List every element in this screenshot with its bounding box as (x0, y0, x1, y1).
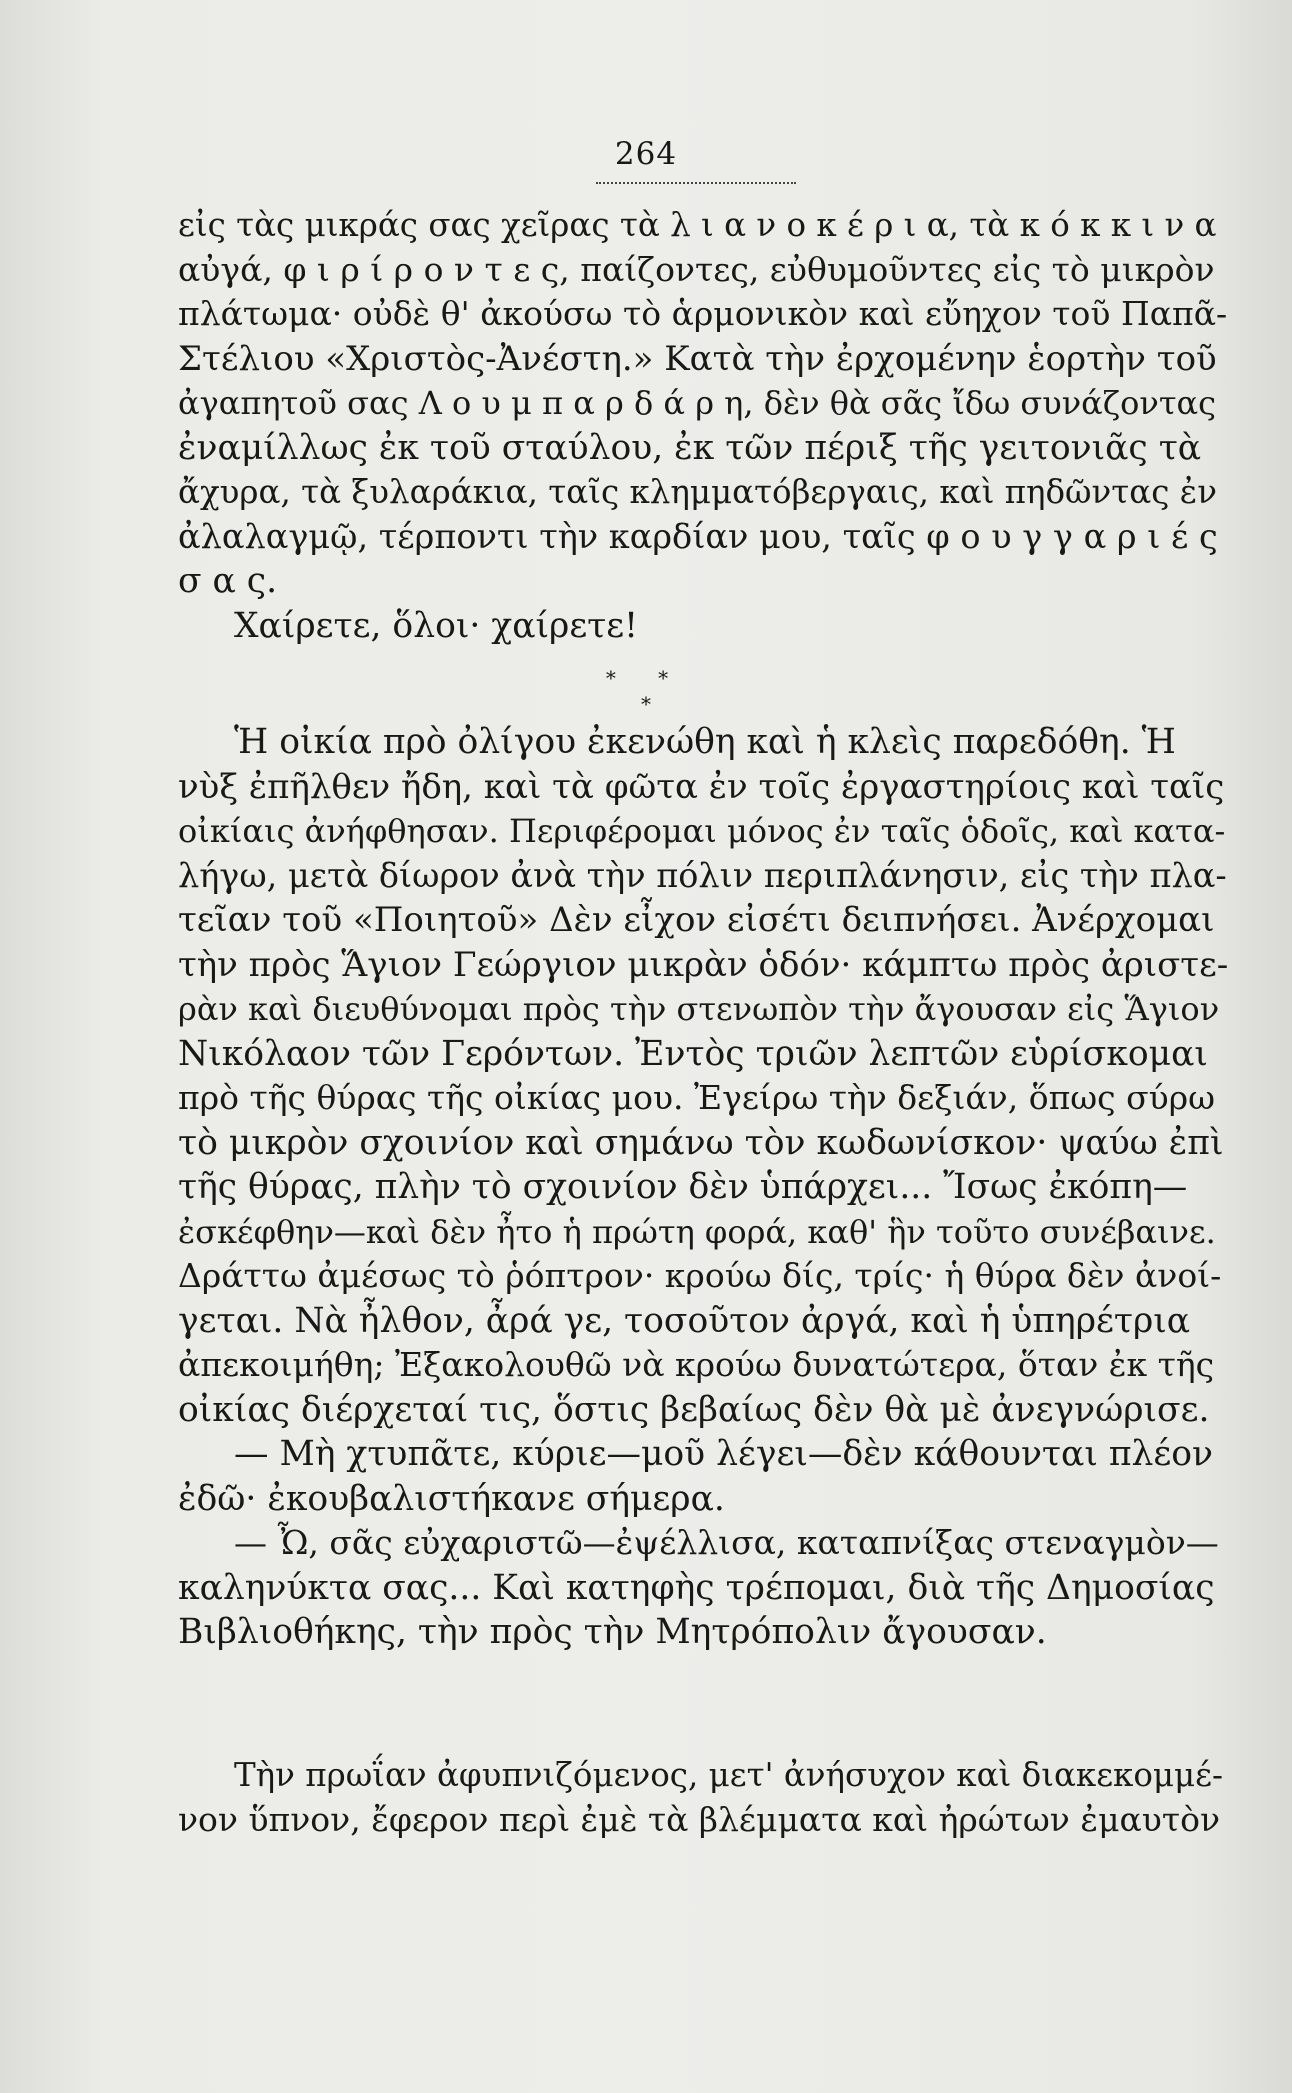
section-stars-bottom: * (641, 692, 651, 716)
text-line: τεῖαν τοῦ «Ποιητοῦ» Δὲν εἶχον εἰσέτι δειπνήσει. Ἀνέρχομαι (178, 900, 1215, 940)
text-line: πρὸ τῆς θύρας τῆς οἰκίας μου. Ἐγείρω τὴν δεξιάν, ὅπως σύρω (178, 1078, 1216, 1117)
text-line: ἐδῶ· ἐκουβαλιστήκανε σήμερα. (178, 1478, 725, 1519)
text-line: ρὰν καὶ διευθύνομαι πρὸς τὴν στενωπὸν τὴν ἄγουσαν εἰς Ἅγιον (178, 990, 1220, 1028)
page-number-underline (596, 182, 796, 184)
text-line: ἀγαπητοῦ σας Λ ο υ μ π α ρ δ ά ρ η, δὲν θὰ σᾶς ἴδω συνάζοντας (178, 384, 1217, 422)
text-line: Τὴν πρωΐαν ἀφυπνιζόμενος, μετ' ἀνήσυχον καὶ διακεκομμέ- (234, 1756, 1223, 1794)
text-line: ἀλαλαγμῷ, τέρποντι τὴν καρδίαν μου, ταῖς φ ο υ γ γ α ρ ι έ ς (178, 516, 1218, 556)
text-line: Χαίρετε, ὅλοι· χαίρετε! (234, 605, 639, 646)
text-line: Ἡ οἰκία πρὸ ὀλίγου ἐκενώθη καὶ ἡ κλεὶς παρεδόθη. Ἡ (234, 722, 1176, 762)
text-line: ἐναμίλλως ἐκ τοῦ σταύλου, ἐκ τῶν πέριξ τῆς γειτονιᾶς τὰ (178, 427, 1202, 468)
text-line: Στέλιου «Χριστὸς-Ἀνέστη.» Κατὰ τὴν ἐρχομένην ἑορτὴν τοῦ (178, 338, 1217, 379)
text-line: οἰκίαις ἀνήφθησαν. Περιφέρομαι μόνος ἐν ταῖς ὁδοῖς, καὶ κατα- (178, 812, 1226, 850)
text-line: τὴν πρὸς Ἅγιον Γεώργιον μικρὰν ὁδόν· κάμπτω πρὸς ἀριστε- (178, 944, 1229, 985)
text-line: τῆς θύρας, πλὴν τὸ σχοινίον δὲν ὑπάρχει... Ἴσως ἐκόπη— (178, 1167, 1188, 1207)
text-line: νον ὕπνον, ἔφερον περὶ ἐμὲ τὰ βλέμματα καὶ ἠρώτων ἐμαυτὸν (178, 1799, 1221, 1839)
paragraph-block-2 (178, 720, 1228, 1655)
text-line: οἰκίας διέρχεταί τις, ὅστις βεβαίως δὲν θὰ μὲ ἀνεγνώρισε. (178, 1389, 1210, 1430)
text-line: καληνύκτα σας... Καὶ κατηφὴς τρέπομαι, διὰ τῆς Δημοσίας (178, 1567, 1215, 1608)
text-line: ἐσκέφθην—καὶ δὲν ἦτο ἡ πρώτη φορά, καθ' ἣν τοῦτο συνέβαινε. (178, 1212, 1216, 1251)
text-line: Νικόλαον τῶν Γερόντων. Ἐντὸς τριῶν λεπτῶν εὑρίσκομαι (178, 1033, 1208, 1074)
text-line: ἄχυρα, τὰ ξυλαράκια, ταῖς κλημματόβεργαις, καὶ πηδῶντας ἐν (178, 473, 1217, 511)
text-line: εἰς τὰς μικράς σας χεῖρας τὰ λ ι α ν ο κ έ ρ ι α, τὰ κ ό κ κ ι ν α (178, 206, 1217, 244)
text-line: Βιβλιοθήκης, τὴν πρὸς τὴν Μητρόπολιν ἄγουσαν. (178, 1612, 1047, 1652)
text-line: πλάτωμα· οὐδὲ θ' ἀκούσω τὸ ἁρμονικὸν καὶ εὔηχον τοῦ Παπᾶ- (178, 294, 1228, 333)
paragraph-block-1 (178, 203, 1228, 648)
text-line: — Ὦ, σᾶς εὐχαριστῶ—ἐψέλλισα, καταπνίξας στεναγμὸν— (234, 1523, 1219, 1562)
text-line: τὸ μικρὸν σχοινίον καὶ σημάνω τὸν κωδωνίσκον· ψαύω ἐπὶ (178, 1122, 1224, 1163)
text-line: νὺξ ἐπῆλθεν ἤδη, καὶ τὰ φῶτα ἐν τοῖς ἐργαστηρίοις καὶ ταῖς (178, 766, 1225, 807)
page-number: 264 (614, 136, 678, 172)
text-line: Δράττω ἀμέσως τὸ ῥόπτρον· κρούω δίς, τρίς· ἡ θύρα δὲν ἀνοί- (178, 1256, 1222, 1295)
text-line: λήγω, μετὰ δίωρον ἀνὰ τὴν πόλιν περιπλάνησιν, εἰς τὴν πλα- (178, 855, 1227, 895)
text-line: ἀπεκοιμήθη; Ἐξακολουθῶ νὰ κρούω δυνατώτερα, ὅταν ἐκ τῆς (178, 1345, 1215, 1384)
text-line: — Μὴ χτυπᾶτε, κύριε—μοῦ λέγει—δὲν κάθουνται πλέον (234, 1434, 1213, 1474)
text-line: αὐγά, φ ι ρ ί ρ ο ν τ ε ς, παίζοντες, εὐθυμοῦντες εἰς τὸ μικρὸν (178, 249, 1215, 289)
section-stars-top: * * (605, 666, 687, 690)
text-line: γεται. Νὰ ἦλθον, ἆρά γε, τοσοῦτον ἀργά, καὶ ἡ ὑπηρέτρια (178, 1300, 1191, 1341)
paragraph-block-3 (178, 1753, 1228, 1842)
text-line: σ α ς. (178, 561, 278, 601)
